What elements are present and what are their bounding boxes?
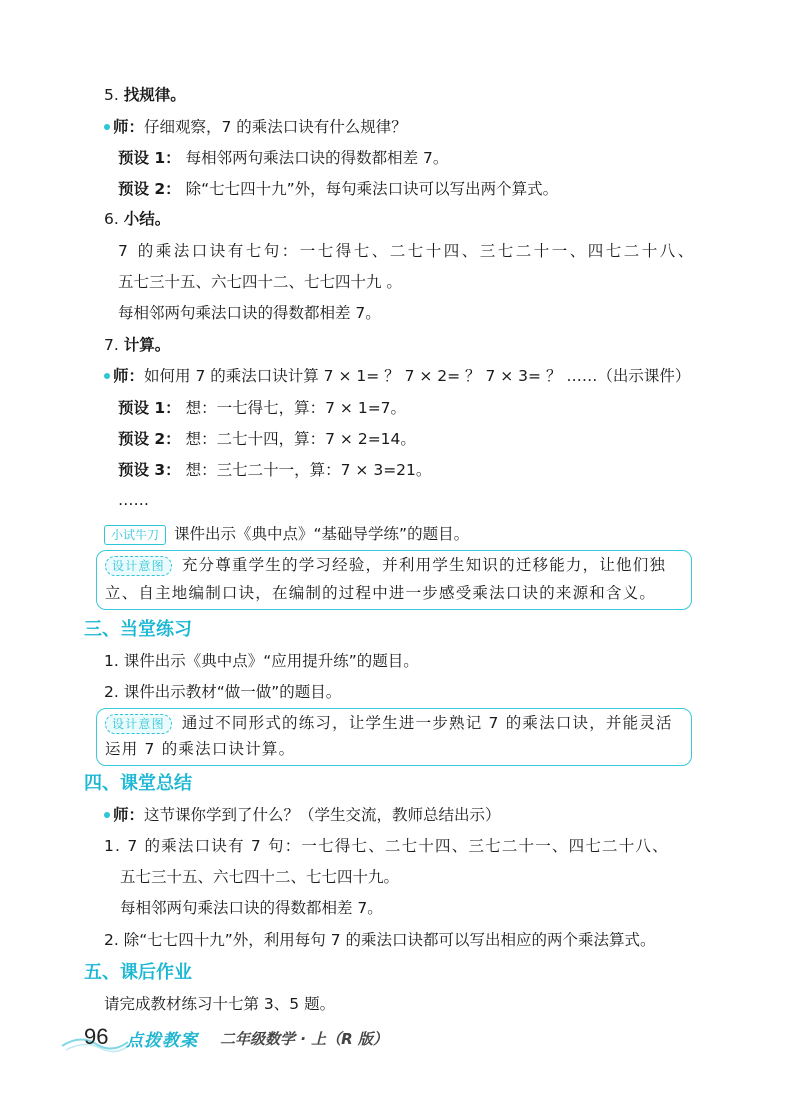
preset-label: 预设 1：: [118, 399, 181, 417]
s5-heading: [104, 83, 186, 107]
sec3-item-2: 2. 课件出示教材“做一做”的题目。: [104, 683, 342, 701]
s7-preset-1: [118, 396, 406, 420]
trial-line: [104, 522, 469, 546]
s7-teacher-line: [104, 364, 690, 388]
design1-line-1: [105, 550, 666, 580]
s5-title: 找规律。: [123, 86, 186, 104]
s5-number: 5.: [104, 86, 119, 104]
bullet-dot-icon: [104, 373, 110, 379]
preset-label: 预设 3：: [118, 461, 181, 479]
design2-line-2: 运用 7 的乘法口诀计算。: [105, 740, 296, 758]
design1-line-2: 立、自主地编制口诀，在编制的过程中进一步感受乘法口诀的来源和含义。: [105, 584, 657, 602]
teacher-label: 师：: [113, 118, 145, 136]
preset-text: 想：三七二十一，算：7 × 3=21。: [185, 461, 432, 479]
preset-text: 每相邻两句乘法口诀的得数都相差 7。: [185, 149, 449, 167]
preset-label: 预设 1：: [118, 149, 181, 167]
bullet-dot-icon: [104, 812, 110, 818]
s6-line-3: 每相邻两句乘法口诀的得数都相差 7。: [118, 304, 381, 322]
preset-label: 预设 2：: [118, 180, 181, 198]
bullet-dot-icon: [104, 124, 110, 130]
s6-number: 6.: [104, 210, 119, 228]
sec4-item-1-line-3: 每相邻两句乘法口诀的得数都相差 7。: [120, 899, 383, 917]
sec5-title: 五、课后作业: [84, 962, 192, 983]
trial-text: 课件出示《典中点》“基础导学练”的题目。: [174, 525, 470, 543]
s6-line-1: 7 的乘法口诀有七句：一七得七、二七十四、三七二十一、四七二十八、: [118, 242, 696, 260]
preset-text: 想：二七十四，算：7 × 2=14。: [185, 430, 416, 448]
sec4-item-2: 2. 除“七七四十九”外，利用每句 7 的乘法口诀都可以写出相应的两个乘法算式。: [104, 931, 656, 949]
design-intent-tag: 设计意图: [105, 714, 172, 734]
page-number: 96: [84, 1024, 109, 1049]
design-intent-box-1: [96, 550, 692, 610]
brand-logo: 点拨教案: [126, 1031, 198, 1051]
book-title: 二年级数学 · 上（R 版）: [220, 1030, 388, 1048]
sec3-item-1: 1. 课件出示《典中点》“应用提升练”的题目。: [104, 652, 419, 670]
s6-heading: [104, 207, 170, 231]
s7-title: 计算。: [123, 336, 171, 354]
preset-label: 预设 2：: [118, 430, 181, 448]
s7-number: 7.: [104, 336, 119, 354]
s7-preset-3: [118, 458, 431, 482]
s7-ellipsis: ……: [118, 491, 149, 509]
teacher-label: 师：: [113, 806, 145, 824]
design1-text-1: 充分尊重学生的学习经验，并利用学生知识的迁移能力，让他们独: [181, 556, 667, 574]
s5-teacher-line: [104, 115, 407, 139]
s7-heading: [104, 333, 170, 357]
design2-text-1: 通过不同形式的练习，让学生进一步熟记 7 的乘法口诀，并能灵活: [181, 714, 673, 732]
preset-text: 除“七七四十九”外，每句乘法口诀可以写出两个算式。: [185, 180, 559, 198]
trial-tag: 小试牛刀: [104, 525, 166, 545]
sec4-teacher-line: [104, 803, 501, 827]
s5-teacher-text: 仔细观察，7 的乘法口诀有什么规律？: [144, 118, 407, 136]
preset-text: 想：一七得七，算：7 × 1=7。: [185, 399, 407, 417]
sec5-text: 请完成教材练习十七第 3、5 题。: [104, 995, 336, 1013]
sec4-item-1-line-2: 五七三十五、六七四十二、七七四十九。: [120, 868, 400, 886]
s5-preset-1: [118, 146, 448, 170]
sec4-item-1-line-1: 1. 7 的乘法口诀有 7 句：一七得七、二七十四、三七二十一、四七二十八、: [104, 837, 669, 855]
s6-line-2: 五七三十五、六七四十二、七七四十九 。: [118, 273, 402, 291]
teacher-label: 师：: [113, 367, 145, 385]
sec4-title: 四、课堂总结: [84, 773, 192, 794]
s6-title: 小结。: [123, 210, 171, 228]
s5-preset-2: [118, 177, 558, 201]
design-intent-tag: 设计意图: [105, 556, 172, 576]
design-intent-box-2: [96, 708, 692, 766]
s7-teacher-text: 如何用 7 的乘法口诀计算 7 × 1= ？ 7 × 2= ？ 7 × 3= ？ ……（出示课件）: [144, 367, 691, 385]
sec3-title: 三、当堂练习: [84, 619, 192, 640]
sec4-teacher-text: 这节课你学到了什么？（学生交流，教师总结出示）: [144, 806, 501, 824]
s7-preset-2: [118, 427, 416, 451]
